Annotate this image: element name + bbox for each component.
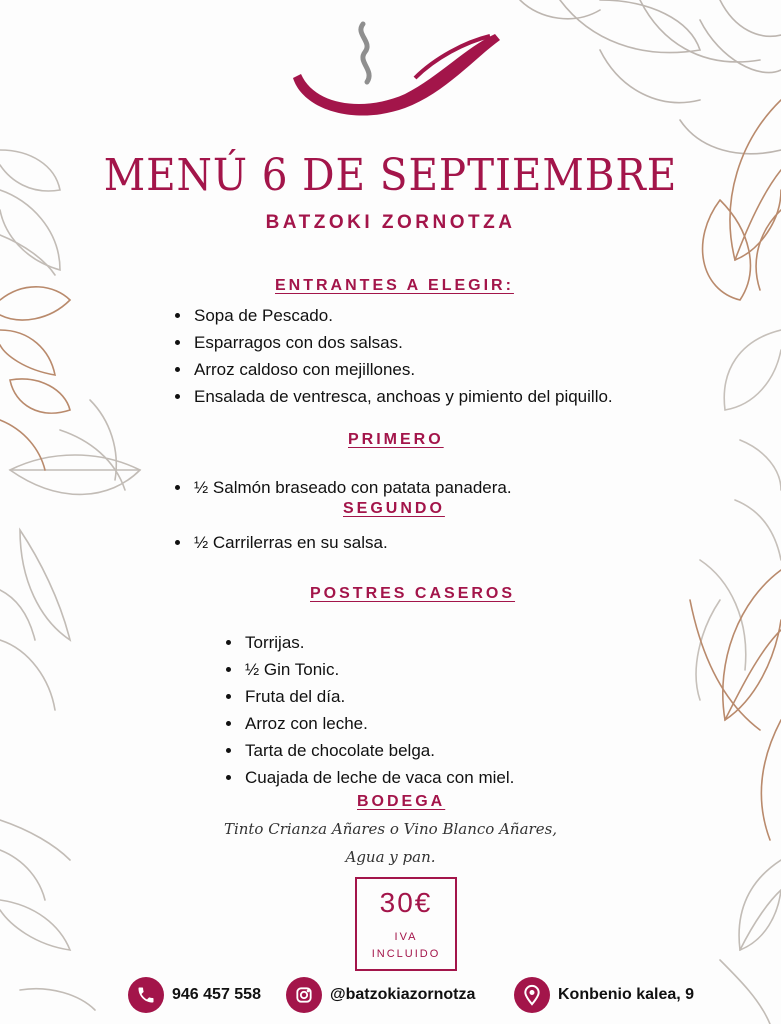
instagram-handle: @batzokiazornotza [330,986,476,1003]
bodega-line-2: Agua y pan. [345,848,436,866]
location-pin-icon [514,977,550,1013]
primero-list [172,474,512,501]
phone-number: 946 457 558 [172,986,261,1003]
contact-address[interactable] [514,975,694,1015]
segundo-list [172,529,388,556]
list-item: • Esparragos con dos salsas. [192,329,613,356]
list-item: • Cuajada de leche de vaca con miel. [243,764,514,791]
instagram-icon [286,977,322,1013]
list-item: • Ensalada de ventresca, anchoas y pimiento del piquillo. [192,383,613,410]
restaurant-name: BATZOKI ZORNOTZA [265,212,516,233]
price-amount: 30€ [379,887,433,918]
page-title: MENÚ 6 DE SEPTIEMBRE [103,150,678,201]
list-item: • Fruta del día. [243,683,514,710]
section-heading-primero: PRIMERO [348,431,444,448]
price-note-line-2: INCLUIDO [371,948,441,960]
price-box [355,877,457,971]
list-item: • ½ Gin Tonic. [243,656,514,683]
list-item: • ½ Carrilerras en su salsa. [192,529,388,556]
address-text: Konbenio kalea, 9 [558,986,695,1003]
section-heading-entrantes: ENTRANTES A ELEGIR: [275,277,514,294]
list-item: • Tarta de chocolate belga. [243,737,514,764]
price-note-line-1: IVA [394,931,418,943]
phone-icon [128,977,164,1013]
list-item: • Sopa de Pescado. [192,302,613,329]
list-item: • ½ Salmón braseado con patata panadera. [192,474,512,501]
list-item: • Arroz caldoso con mejillones. [192,356,613,383]
section-heading-segundo: SEGUNDO [343,500,445,517]
section-heading-bodega: BODEGA [357,793,446,810]
contact-instagram[interactable] [286,975,475,1015]
section-heading-postres: POSTRES CASEROS [310,585,516,602]
bodega-line-1: Tinto Crianza Añares o Vino Blanco Añares, [223,820,558,838]
restaurant-logo [285,18,505,136]
list-item: • Arroz con leche. [243,710,514,737]
list-item: • Torrijas. [243,629,514,656]
contact-phone[interactable] [128,975,261,1015]
postres-list [223,629,514,791]
entrantes-list [172,302,613,410]
